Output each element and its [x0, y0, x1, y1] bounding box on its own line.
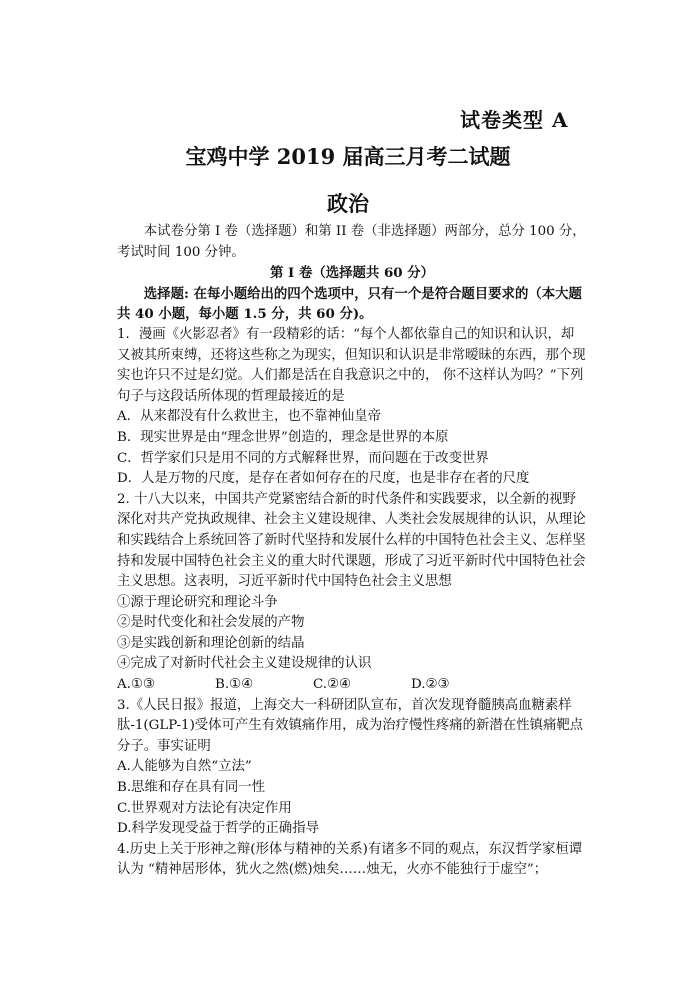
exam-type-label: 试卷类型 A [460, 108, 569, 132]
exam-intro: 本试卷分第 I 卷（选择题）和第 II 卷（非选择题）两部分，总分 100 分，考试时间 100 分钟。 [117, 224, 586, 260]
question-3-option-a: A.人能够为自然“立法” [117, 759, 252, 775]
question-1-option-a: A．从来都没有什么救世主，也不靠神仙皇帝 [117, 409, 382, 425]
question-2-choice-a: A.①③ [117, 677, 155, 693]
question-1-option-c: C．哲学家们只是用不同的方式解释世界，而问题在于改变世界 [117, 450, 489, 466]
question-3-option-d: D.科学发现受益于哲学的正确指导 [117, 821, 319, 837]
question-2-statement-3: ③是实践创新和理论创新的结晶 [117, 635, 305, 651]
question-1-option-b: B．现实世界是由“理念世界”创造的，理念是世界的本原 [117, 429, 449, 445]
question-3-option-b: B.思维和存在具有同一性 [117, 780, 266, 796]
question-1-option-d: D．人是万物的尺度，是存在者如何存在的尺度，也是非存在者的尺度 [117, 471, 530, 487]
question-4-stem: 4.历史上关于形神之辩(形体与精神的关系)有诸多不同的观点，东汉哲学家桓谭认为 “精神居形体，犹火之然(燃)烛矣……烛无，火亦不能独行于虚空”； [117, 841, 583, 878]
question-2-stem: 2. 十八大以来，中国共产党紧密结合新的时代条件和实践要求，以全新的视野深化对共产党执政规律、社会主义建设规律、人类社会发展规律的认识，从理论和实践结合上系统回答了新时代坚持和发展什么样的中国特色社会主义、怎样坚持和发展中国特色社会主义的重大时代课题，形成了习近平新时代中国特色社会主义思想。这表明，习近平新时代中国特色社会主义思想 [117, 491, 586, 590]
section-instruction: 选择题: 在每小题给出的四个选项中，只有一个是符合题目要求的（本大题共 40 小题，每小题 1.5 分，共 60 分)。 [117, 285, 582, 323]
question-2-choice-b: B.①④ [215, 677, 254, 693]
section-heading: 第 I 卷（选择题共 60 分） [269, 265, 435, 282]
subject-title: 政治 [327, 191, 369, 216]
question-2-statement-1: ①源于理论研究和理论斗争 [117, 594, 278, 610]
question-2-statement-4: ④完成了对新时代社会主义建设规律的认识 [117, 656, 372, 672]
question-2-choice-d: D.②③ [411, 677, 450, 693]
question-2-statement-2: ②是时代变化和社会发展的产物 [117, 615, 305, 631]
question-3-option-c: C.世界观对方法论有决定作用 [117, 800, 292, 816]
question-2-choice-c: C.②④ [313, 677, 352, 693]
question-2-choices [117, 675, 587, 696]
question-1-stem: 1．漫画《火影忍者》有一段精彩的话：“每个人都依靠自己的知识和认识，却又被其所束缚，还将这些称之为现实，但知识和认识是非常暧昧的东西，那个现实也许只不过是幻觉。人们都是活在自我意识之中的， 你不这样认为吗？”下列句子与这段话所体现的哲理最接近的是 [117, 326, 586, 404]
question-3-stem: 3.《人民日报》报道，上海交大一科研团队宣布，首次发现脊髓胰高血糖素样肽-1(GLP-1)受体可产生有效镇痛作用，成为治疗慢性疼痛的新潜在性镇痛靶点分子。事实证明 [117, 697, 584, 754]
exam-content [117, 222, 587, 881]
page-title: 宝鸡中学 2019 届高三月考二试题 [185, 144, 511, 169]
